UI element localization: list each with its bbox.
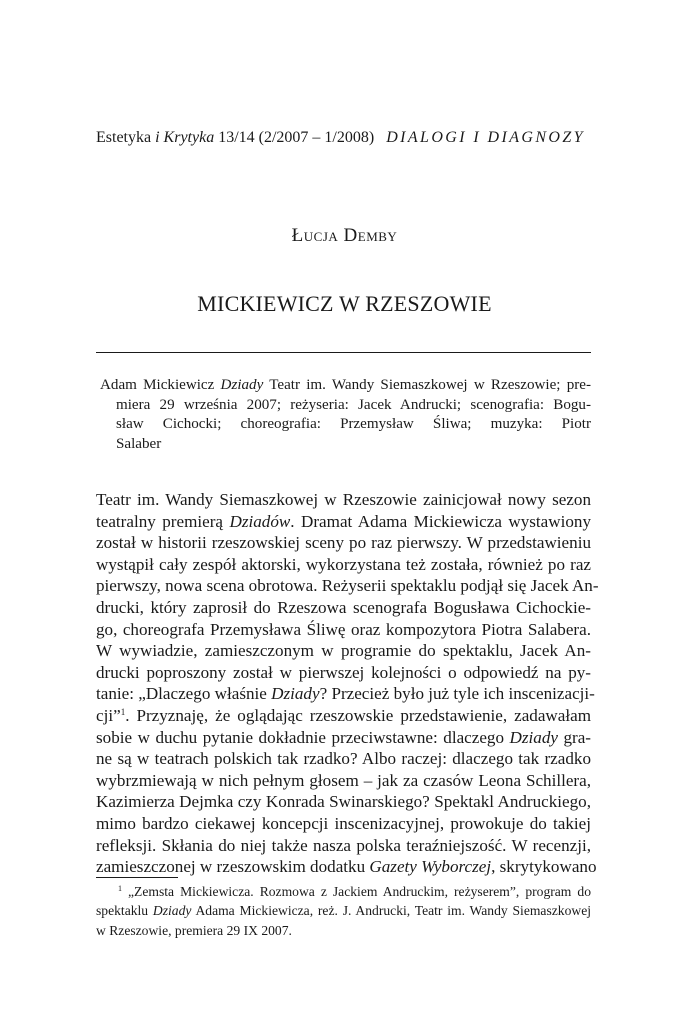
body-line: wystąpił cały zespół aktorski, wykorzystana też została, również po raz <box>96 554 591 574</box>
body-line: drucki, który zaprosił do Rzeszowa scenografa Bogusława Cichockie- <box>96 597 591 617</box>
body-line: refleksji. Skłania do niej także nasza polska teraźniejszość. W recenzji, <box>96 835 591 855</box>
body-line: go, choreografa Przemysława Śliwę oraz kompozytora Piotra Salabera. <box>96 619 591 639</box>
article-author: Łucja Demby <box>291 225 398 246</box>
footnote-line: spektaklu Dziady Adama Mickiewicza, reż. J. Andrucki, Teatr im. Wandy Siemaszkowej <box>96 903 592 919</box>
credits-line: sław Cichocki; choreografia: Przemysław Śliwa; muzyka: Piotr <box>116 416 591 432</box>
body-line: ne są w teatrach polskich tak rzadko? Albo raczej: dlaczego tak rzadko <box>96 749 591 769</box>
article-body <box>96 489 599 878</box>
body-line: mimo bardzo ciekawej koncepcji inscenizacyjnej, prowokuje do takiej <box>96 813 591 833</box>
credits-line: miera 29 września 2007; reżyseria: Jacek Andrucki; scenografia: Bogu- <box>116 396 591 413</box>
body-line: został w historii rzeszowskiej sceny po raz pierwszy. W przedstawieniu <box>96 533 591 553</box>
footnote-line: w Rzeszowie, premiera 29 IX 2007. <box>96 922 292 938</box>
body-line: sobie w duchu pytanie dokładnie przeciwstawne: dlaczego Dziady gra- <box>96 727 591 747</box>
article-title: MICKIEWICZ W RZESZOWIE <box>197 291 492 316</box>
footnote <box>96 882 591 940</box>
body-line: drucki poproszony został w pierwszej kolejności o odpowiedź na py- <box>96 662 591 682</box>
footnote-number: 1 <box>118 884 122 893</box>
journal-name: Estetyka i Krytyka 13/14 (2/2007 – 1/2008) <box>96 129 375 146</box>
credits-line: Adam Mickiewicz Dziady Teatr im. Wandy Siemaszkowej w Rzeszowie; pre- <box>100 377 591 393</box>
body-line: wybrzmiewają w nich pełnym głosem – jak za czasów Leona Schillera, <box>96 770 591 790</box>
footnote-ref: 1 <box>120 706 126 717</box>
title-rule <box>96 352 591 353</box>
body-line: pierwszy, nowa scena obrotowa. Reżyserii spektaklu podjął się Jacek An- <box>96 576 599 596</box>
body-line: teatralny premierą Dziadów. Dramat Adama Mickiewicza wystawiony <box>96 511 591 531</box>
running-head <box>96 129 596 147</box>
footnote-rule <box>96 877 178 878</box>
credits-line: Salaber <box>116 435 162 452</box>
issue-number: 13/14 (2/2007 – 1/2008) <box>218 129 375 146</box>
body-line: zamieszczonej w rzeszowskim dodatku Gazety Wyborczej, skrytykowano <box>96 857 597 877</box>
footnote-line: $^1$ „Zemsta Mickiewicza. Rozmowa z Jackiem Andruckim, reżyserem”, program do <box>118 884 591 899</box>
body-line: Teatr im. Wandy Siemaszkowej w Rzeszowie zainicjował nowy sezon <box>96 490 591 509</box>
body-line: cji”$^1$. Przyznaję, że oglądając rzeszowskie przedstawienie, zadawałam <box>96 705 591 725</box>
body-line: W wywiadzie, zamieszczonym w programie do spektaklu, Jacek An- <box>96 641 591 661</box>
section-name: DIALOGI I DIAGNOZY <box>386 129 585 146</box>
production-credits <box>100 376 591 454</box>
body-line: Kazimierza Dejmka czy Konrada Swinarskiego? Spektakl Andruckiego, <box>96 792 591 812</box>
body-line: tanie: „Dlaczego właśnie Dziady? Przecież było już tyle ich inscenizacji- <box>96 684 595 704</box>
